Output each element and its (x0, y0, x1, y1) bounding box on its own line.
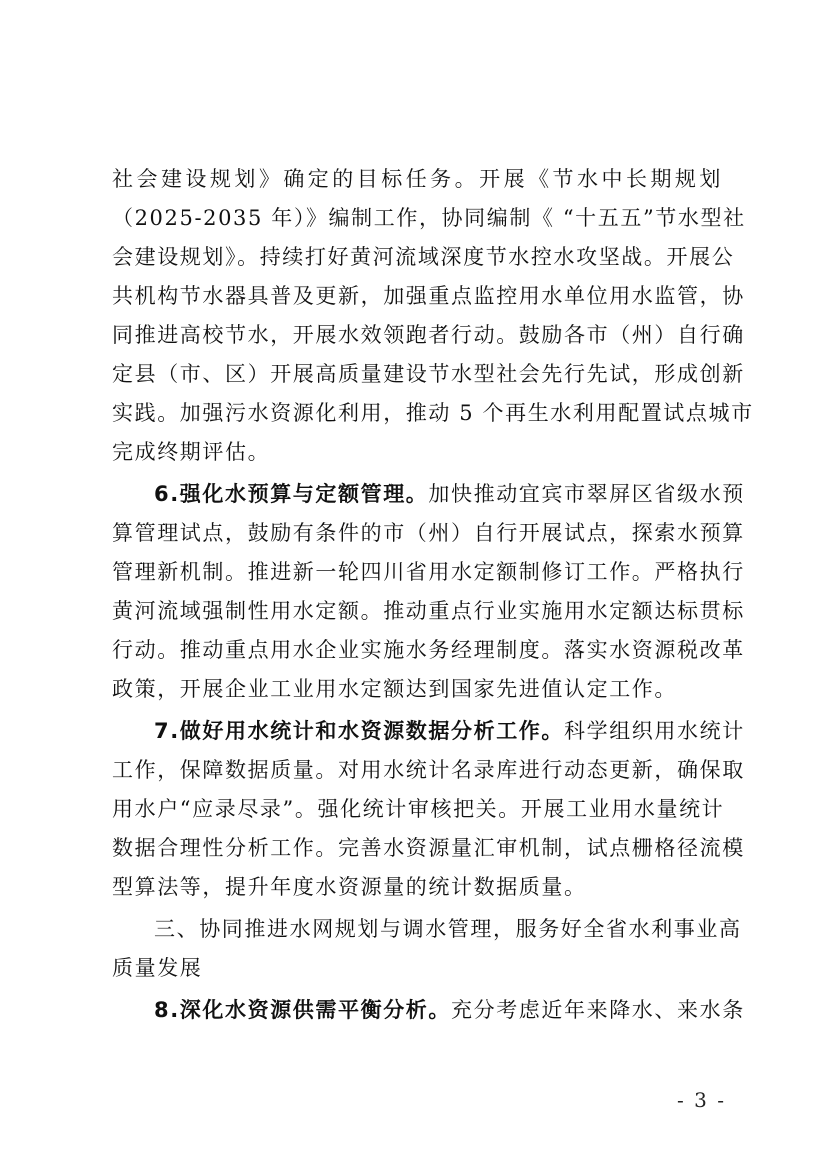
text-line: 实践。加强污水资源化利用，推动 5 个再生水利用配置试点城市 (112, 401, 754, 425)
text-line: （2025-2035 年）》编制工作，协同编制《 “十五五”节水型社 (112, 206, 746, 230)
text-line: 共机构节水器具普及更新，加强重点监控用水单位用水监管，协 (112, 284, 745, 308)
text-line: 用水户“应录尽录”。强化统计审核把关。开展工业用水量统计 (112, 797, 725, 821)
text-line: 完成终期评估。 (112, 440, 271, 464)
text-line: 行动。推动重点用水企业实施水务经理制度。落实水资源税改革 (112, 638, 745, 662)
paragraph-heading: 6.强化水预算与定额管理。 (154, 482, 429, 506)
text-line: 同推进高校节水，开展水效领跑者行动。鼓励各市（州）自行确 (112, 323, 745, 347)
text-run: 加快推动宜宾市翠屏区省级水预 (428, 482, 745, 506)
text-line: 工作，保障数据质量。对用水统计名录库进行动态更新，确保取 (112, 758, 745, 782)
text-line: 会建设规划》。持续打好黄河流域深度节水控水攻坚战。开展公 (112, 245, 735, 269)
text-run: 科学组织用水统计 (564, 719, 745, 743)
text-line (112, 712, 745, 751)
text-line: 黄河流域强制性用水定额。推动重点行业实施用水定额达标贯标 (112, 599, 745, 623)
text-line: 数据合理性分析工作。完善水资源量汇审机制，试点栅格径流模 (112, 836, 745, 860)
text-line: 社会建设规划》确定的目标任务。开展《节水中长期规划 (112, 167, 722, 191)
text-line: 质量发展 (112, 956, 203, 980)
text-line: 管理新机制。推进新一轮四川省用水定额制修订工作。严格执行 (112, 560, 745, 584)
text-line: 定县（市、区）开展高质量建设节水型社会先行先试，形成创新 (112, 362, 745, 386)
paragraph-heading: 8.深化水资源供需平衡分析。 (154, 998, 451, 1022)
text-line: 算管理试点，鼓励有条件的市（州）自行开展试点，探索水预算 (112, 521, 745, 545)
paragraph-heading: 7.做好用水统计和水资源数据分析工作。 (154, 719, 564, 743)
paragraph-6 (112, 475, 745, 709)
paragraph-7 (112, 712, 745, 907)
text-line: 政策，开展企业工业用水定额达到国家先进值认定工作。 (112, 677, 677, 701)
body-text (112, 160, 754, 1030)
text-line: 三、协同推进水网规划与调水管理，服务好全省水利事业高 (154, 917, 742, 941)
paragraph-continuation (112, 160, 754, 472)
section-heading-3 (112, 910, 742, 988)
text-line (112, 475, 745, 514)
paragraph-8 (112, 991, 745, 1030)
text-line: 型算法等，提升年度水资源量的统计数据质量。 (112, 875, 587, 899)
text-run: 充分考虑近年来降水、来水条 (451, 998, 745, 1022)
text-line (112, 991, 745, 1030)
page-number: - 3 - (677, 1088, 726, 1112)
